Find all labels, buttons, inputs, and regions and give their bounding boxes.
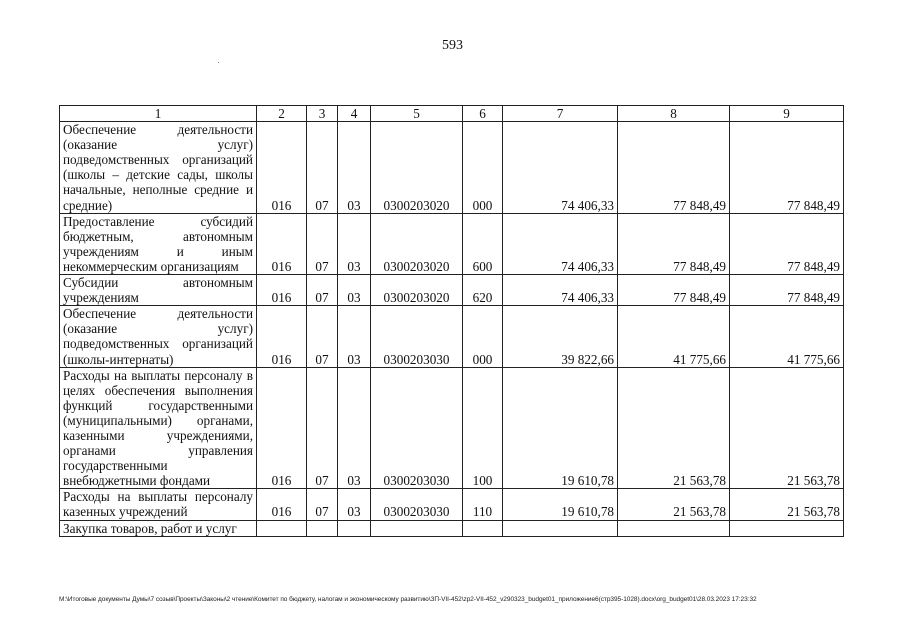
table-row [60,489,844,520]
cell-subsection-code: 03 [338,275,371,306]
table-row [60,275,844,306]
table-row [60,520,844,536]
cell-expense-type: 000 [463,306,503,367]
cell-target-article: 0300203030 [371,489,463,520]
cell-amount-col9: 77 848,49 [730,275,844,306]
cell-section-code: 07 [307,367,338,489]
column-header-9: 9 [730,106,844,122]
column-header-1: 1 [60,106,257,122]
row-description: Обеспечение деятельности (оказание услуг) подведомственных организаций (школы-интернаты) [60,306,257,367]
cell-section-code: 07 [307,213,338,274]
cell-expense-type: 620 [463,275,503,306]
cell-target-article: 0300203020 [371,275,463,306]
cell-ministry-code: 016 [257,213,307,274]
column-header-7: 7 [503,106,618,122]
cell-target-article: 0300203030 [371,367,463,489]
cell-amount-col7: 39 822,66 [503,306,618,367]
cell-amount-col7: 74 406,33 [503,213,618,274]
cell-subsection-code: 03 [338,367,371,489]
table-header-row [60,106,844,122]
column-header-6: 6 [463,106,503,122]
table-row [60,367,844,489]
cell-expense-type: 000 [463,122,503,214]
cell-target-article: 0300203030 [371,306,463,367]
cell-ministry-code: 016 [257,489,307,520]
cell-amount-col8: 77 848,49 [618,213,730,274]
row-description: Расходы на выплаты персоналу казенных учреждений [60,489,257,520]
cell-ministry-code: 016 [257,306,307,367]
cell-ministry-code [257,520,307,536]
column-header-4: 4 [338,106,371,122]
cell-section-code: 07 [307,122,338,214]
cell-expense-type: 110 [463,489,503,520]
scan-speck [218,62,219,63]
cell-target-article: 0300203020 [371,213,463,274]
cell-amount-col7: 74 406,33 [503,275,618,306]
cell-subsection-code: 03 [338,489,371,520]
cell-amount-col9: 21 563,78 [730,489,844,520]
row-description: Закупка товаров, работ и услуг [60,520,257,536]
cell-amount-col7: 74 406,33 [503,122,618,214]
table-row [60,213,844,274]
cell-expense-type: 100 [463,367,503,489]
cell-amount-col8: 77 848,49 [618,275,730,306]
column-header-5: 5 [371,106,463,122]
cell-ministry-code: 016 [257,122,307,214]
cell-amount-col9: 21 563,78 [730,367,844,489]
column-header-2: 2 [257,106,307,122]
cell-subsection-code [338,520,371,536]
cell-amount-col8: 41 775,66 [618,306,730,367]
cell-ministry-code: 016 [257,367,307,489]
column-header-8: 8 [618,106,730,122]
cell-subsection-code: 03 [338,122,371,214]
cell-amount-col8: 77 848,49 [618,122,730,214]
cell-expense-type [463,520,503,536]
cell-expense-type: 600 [463,213,503,274]
cell-amount-col7: 19 610,78 [503,489,618,520]
table-row [60,122,844,214]
cell-target-article [371,520,463,536]
row-description: Расходы на выплаты персоналу в целях обеспечения выполнения функций государственными (муниципальными) органами, казенными учреждениями, органами управления государственными внебюджетными фондами [60,367,257,489]
cell-amount-col7 [503,520,618,536]
cell-section-code [307,520,338,536]
row-description: Обеспечение деятельности (оказание услуг) подведомственных организаций (школы – детские сады, школы начальные, неполные средние и средние) [60,122,257,214]
footer-file-path: М:\Итоговые документы Думы\7 созыв\Проекты\Законы\2 чтение\Комитет по бюджету, налогам и экономическому развитию\ЗП-VII-452\zp2-VII-452_v290323_budget01_приложение6(стр395-1028).docx\org_budget01\28.03.2023 17:23:32 [59,596,757,603]
row-description: Субсидии автономным учреждениям [60,275,257,306]
cell-amount-col9: 41 775,66 [730,306,844,367]
cell-target-article: 0300203020 [371,122,463,214]
cell-section-code: 07 [307,275,338,306]
cell-subsection-code: 03 [338,213,371,274]
cell-amount-col7: 19 610,78 [503,367,618,489]
cell-amount-col9: 77 848,49 [730,122,844,214]
cell-ministry-code: 016 [257,275,307,306]
table-row [60,306,844,367]
cell-section-code: 07 [307,489,338,520]
cell-amount-col9: 77 848,49 [730,213,844,274]
cell-amount-col8: 21 563,78 [618,367,730,489]
budget-table [59,105,844,537]
cell-amount-col9 [730,520,844,536]
page-number: 593 [442,38,463,53]
row-description: Предоставление субсидий бюджетным, автономным учреждениям и иным некоммерческим организациям [60,213,257,274]
cell-amount-col8: 21 563,78 [618,489,730,520]
column-header-3: 3 [307,106,338,122]
cell-subsection-code: 03 [338,306,371,367]
cell-section-code: 07 [307,306,338,367]
cell-amount-col8 [618,520,730,536]
